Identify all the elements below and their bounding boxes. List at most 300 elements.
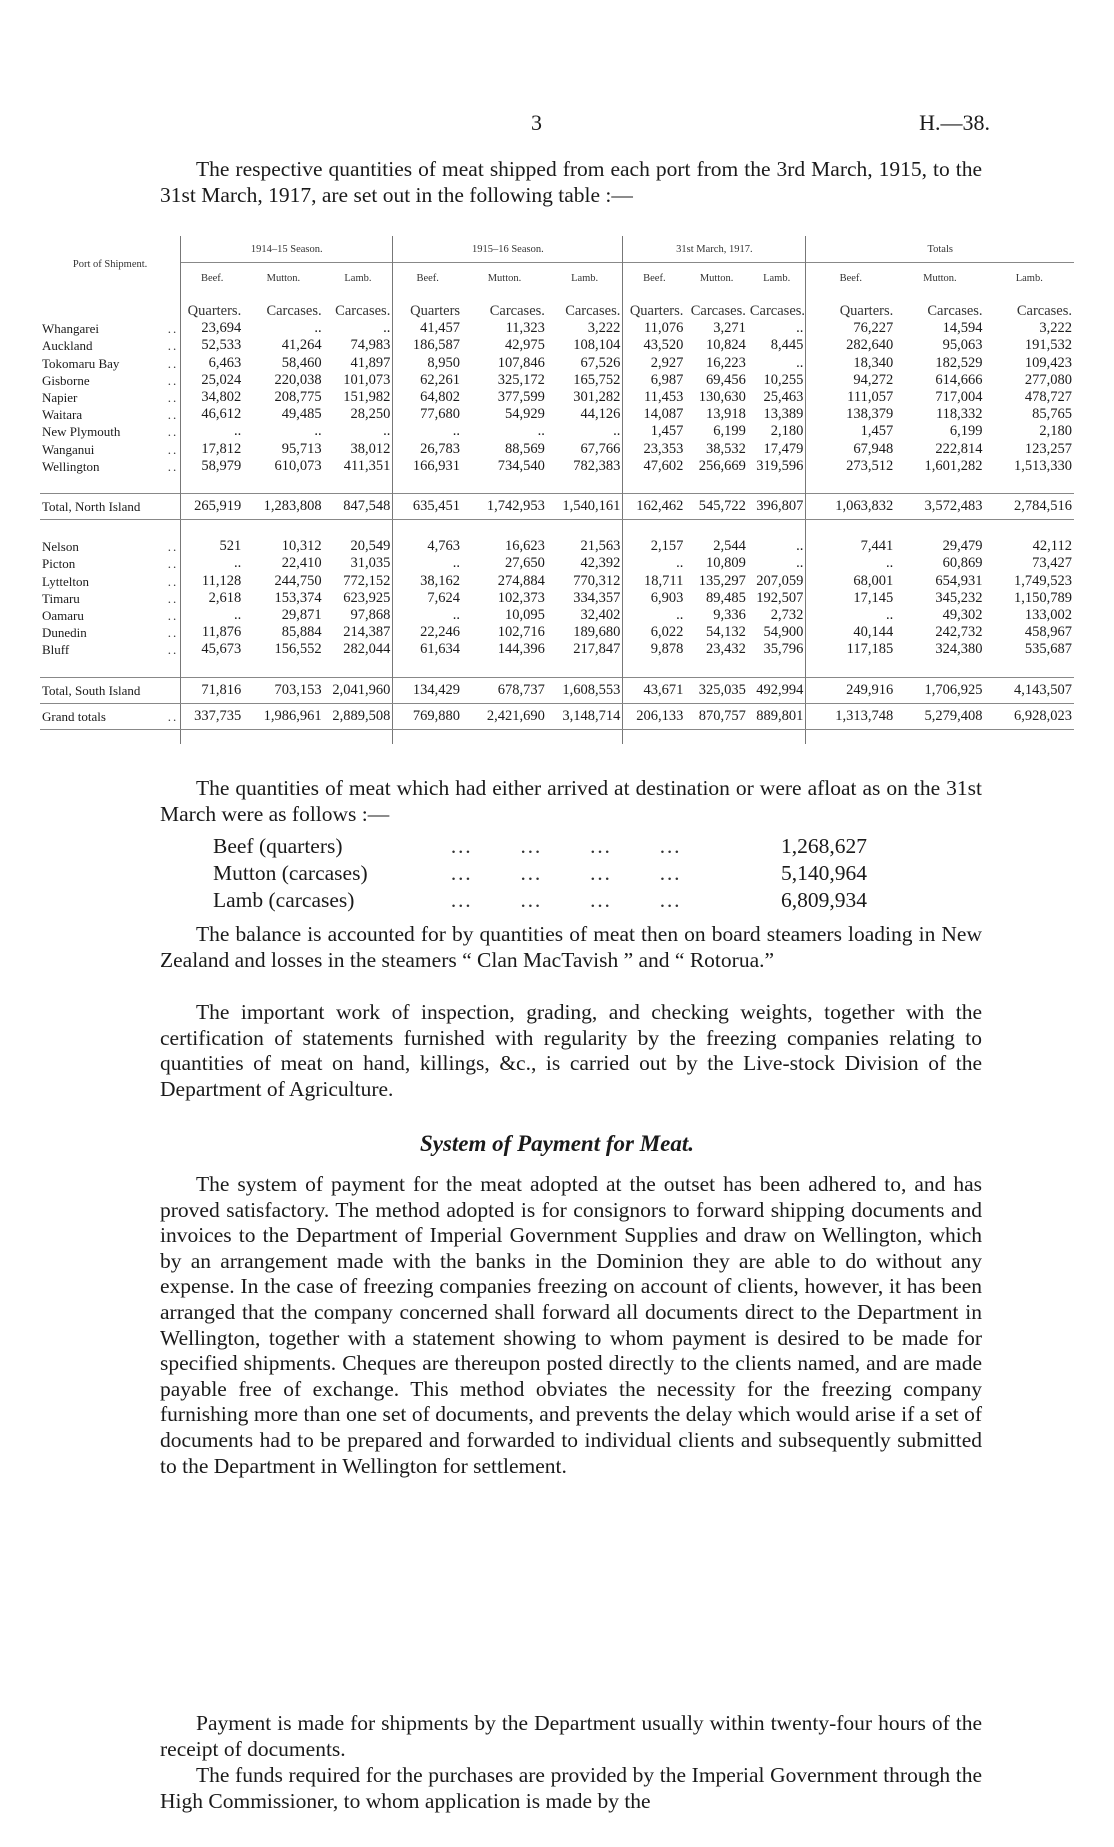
table-cell: 102,716 bbox=[497, 624, 545, 641]
table-cell: 85,884 bbox=[281, 624, 322, 641]
table-cell: 49,302 bbox=[942, 607, 983, 624]
table-cell: 770,312 bbox=[547, 573, 623, 590]
table-row bbox=[40, 624, 1074, 641]
unit-label: Quarters. bbox=[187, 303, 242, 319]
table-cell: 256,669 bbox=[698, 457, 746, 474]
table-cell: 396,807 bbox=[748, 494, 806, 520]
table-cell: 34,802 bbox=[201, 389, 242, 406]
dot-leader: .. bbox=[167, 625, 179, 641]
table-cell: 88,569 bbox=[505, 440, 545, 457]
column-subheader: Lamb. bbox=[748, 263, 806, 294]
table-cell: 165,752 bbox=[547, 372, 623, 389]
table-cell: 14,594 bbox=[942, 320, 983, 337]
column-subheader: Beef. bbox=[181, 263, 244, 294]
table-row bbox=[40, 641, 1074, 658]
total-row bbox=[40, 703, 1074, 729]
table-cell: 68,001 bbox=[853, 572, 894, 589]
unit-label: Quarters bbox=[410, 303, 461, 319]
table-cell: 8,445 bbox=[748, 337, 806, 354]
table-cell: 156,552 bbox=[274, 641, 322, 658]
document-reference: H.—38. bbox=[919, 110, 990, 135]
dot-leader: … … … … bbox=[450, 888, 689, 912]
table-cell: .. bbox=[314, 320, 322, 337]
column-subheader: Lamb. bbox=[324, 263, 393, 294]
table-cell: 1,313,748 bbox=[806, 703, 895, 729]
table-cell: 610,073 bbox=[274, 457, 322, 474]
unit-label: Carcases. bbox=[927, 303, 983, 319]
table-cell: 45,673 bbox=[201, 641, 242, 658]
table-cell: 769,880 bbox=[393, 703, 462, 729]
table-cell: 27,650 bbox=[505, 555, 545, 572]
table-cell: 8,950 bbox=[427, 354, 461, 371]
dot-leader: .. bbox=[167, 355, 179, 371]
table-cell: 62,261 bbox=[420, 371, 461, 388]
port-name bbox=[40, 538, 181, 555]
summary-row-beef bbox=[213, 834, 913, 861]
dot-leader: .. bbox=[167, 372, 179, 388]
table-cell: 47,602 bbox=[643, 457, 684, 474]
table-cell: 2,889,508 bbox=[324, 703, 393, 729]
table-cell: 28,250 bbox=[324, 406, 393, 423]
table-cell: 217,847 bbox=[547, 641, 623, 658]
table-cell: 6,987 bbox=[650, 371, 684, 388]
table-cell: 10,255 bbox=[748, 372, 806, 389]
table-cell: 2,544 bbox=[713, 538, 746, 555]
table-cell: 162,462 bbox=[623, 494, 686, 520]
table-cell: 134,429 bbox=[393, 677, 462, 703]
table-cell: 277,080 bbox=[1024, 371, 1072, 388]
table-cell: 23,432 bbox=[706, 641, 746, 658]
column-subheader: Mutton. bbox=[243, 263, 323, 294]
table-cell: 6,199 bbox=[713, 423, 746, 440]
table-cell: 458,967 bbox=[1024, 624, 1072, 641]
table-cell: 144,396 bbox=[497, 641, 545, 658]
group-header-1917: 31st March, 1917. bbox=[623, 236, 806, 263]
table-row bbox=[40, 406, 1074, 423]
table-cell: 2,180 bbox=[748, 423, 806, 440]
table-cell: 42,112 bbox=[1032, 538, 1072, 555]
port-name bbox=[40, 590, 181, 607]
column-subheader: Beef. bbox=[806, 263, 895, 294]
units-row bbox=[40, 293, 1074, 320]
table-cell: 41,897 bbox=[324, 355, 393, 372]
table-row bbox=[40, 372, 1074, 389]
table-cell: 133,002 bbox=[1024, 607, 1072, 624]
port-name bbox=[40, 320, 181, 337]
table-cell: 623,925 bbox=[324, 590, 393, 607]
meat-shipment-table bbox=[40, 236, 1074, 744]
port-label: Lyttelton bbox=[42, 573, 89, 589]
table-cell: 109,423 bbox=[1024, 354, 1072, 371]
summary-row-lamb bbox=[213, 888, 913, 915]
table-row bbox=[40, 337, 1074, 354]
table-cell: 411,351 bbox=[324, 458, 393, 475]
summary-value: 1,268,627 bbox=[781, 834, 867, 858]
table-cell: 478,727 bbox=[1024, 389, 1072, 406]
table-cell: 25,024 bbox=[201, 371, 242, 388]
table-cell: 4,143,507 bbox=[985, 677, 1074, 703]
table-cell: 95,713 bbox=[281, 440, 322, 457]
table-cell: 18,340 bbox=[853, 354, 894, 371]
table-cell: .. bbox=[748, 538, 806, 555]
table-row bbox=[40, 573, 1074, 590]
port-label: Tokomaru Bay bbox=[42, 355, 120, 371]
table-cell: 242,732 bbox=[935, 624, 983, 641]
table-cell: 703,153 bbox=[243, 677, 323, 703]
port-column-header: Port of Shipment. bbox=[40, 236, 181, 293]
table-cell: 11,876 bbox=[201, 624, 242, 641]
table-cell: 46,612 bbox=[201, 406, 242, 423]
port-name bbox=[40, 423, 181, 440]
table-cell: 214,387 bbox=[324, 624, 393, 641]
table-cell: 14,087 bbox=[643, 406, 684, 423]
table-cell: 17,812 bbox=[201, 440, 242, 457]
table-cell: 54,132 bbox=[706, 624, 746, 641]
table-row bbox=[40, 389, 1074, 406]
table-cell: 20,549 bbox=[324, 538, 393, 555]
table-cell: 73,427 bbox=[1032, 555, 1072, 572]
port-name bbox=[40, 389, 181, 406]
table-cell: 16,623 bbox=[505, 538, 545, 555]
table-cell: 678,737 bbox=[462, 677, 547, 703]
group-header-1914-15: 1914–15 Season. bbox=[181, 236, 393, 263]
table-cell: 118,332 bbox=[935, 406, 983, 423]
table-cell: 182,529 bbox=[935, 354, 983, 371]
table-cell: 17,479 bbox=[748, 441, 806, 458]
table-cell: 1,540,161 bbox=[547, 494, 623, 520]
table-cell: 22,246 bbox=[420, 624, 461, 641]
port-label: Wanganui bbox=[42, 441, 95, 457]
column-subheader: Mutton. bbox=[462, 263, 547, 294]
table-cell: 6,463 bbox=[208, 354, 242, 371]
table-cell: 2,041,960 bbox=[324, 677, 393, 703]
balance-paragraph: The balance is accounted for by quantities of meat then on board steamers loading in New Zealand and losses in the steamers “ Clan MacTavish ” and “ Rotorua.” bbox=[160, 922, 982, 972]
port-label: Whangarei bbox=[42, 321, 100, 337]
table-cell: 108,104 bbox=[547, 337, 623, 354]
dot-leader: .. bbox=[167, 458, 179, 474]
table-cell: 166,931 bbox=[412, 457, 461, 474]
intro-paragraph: The respective quantities of meat shipped from each port from the 3rd March, 1915, to the 31st March, 1917, are set out in the following table :— bbox=[160, 157, 982, 207]
table-cell: 97,868 bbox=[324, 607, 393, 624]
table-cell: 60,869 bbox=[942, 555, 983, 572]
table-cell: 377,599 bbox=[497, 389, 545, 406]
table-cell: 130,630 bbox=[698, 389, 746, 406]
table-cell: 1,706,925 bbox=[895, 677, 984, 703]
table-cell: 2,927 bbox=[650, 354, 684, 371]
table-cell: 10,824 bbox=[706, 337, 746, 354]
dot-leader: .. bbox=[167, 424, 179, 440]
table-cell: 191,532 bbox=[1024, 337, 1072, 354]
table-cell: 107,846 bbox=[497, 354, 545, 371]
table-cell: 274,884 bbox=[497, 572, 545, 589]
table-cell: .. bbox=[233, 607, 242, 624]
table-cell: 13,389 bbox=[748, 406, 806, 423]
table-cell: 11,453 bbox=[644, 389, 684, 406]
table-cell: 1,150,789 bbox=[1014, 589, 1072, 606]
table-cell: 535,687 bbox=[1024, 641, 1072, 658]
table-cell: 11,323 bbox=[505, 320, 545, 337]
port-name bbox=[40, 555, 181, 572]
dot-leader: .. bbox=[167, 338, 179, 354]
table-cell: .. bbox=[748, 320, 806, 337]
table-cell: 324,380 bbox=[935, 641, 983, 658]
table-cell: 25,463 bbox=[748, 389, 806, 406]
summary-label: Lamb (carcases) bbox=[213, 888, 355, 912]
table-cell: 1,457 bbox=[650, 423, 684, 440]
dot-leader: .. bbox=[167, 573, 179, 589]
table-cell: 71,816 bbox=[181, 677, 244, 703]
unit-label: Carcases. bbox=[324, 293, 393, 320]
payment-paragraph-2: Payment is made for shipments by the Department usually within twenty-four hours of the receipt of documents. bbox=[160, 1711, 982, 1761]
table-cell: 101,073 bbox=[324, 372, 393, 389]
unit-label: Carcases. bbox=[1016, 303, 1072, 319]
table-cell: 74,983 bbox=[324, 337, 393, 354]
table-cell: .. bbox=[748, 555, 806, 572]
table-cell: 35,796 bbox=[748, 641, 806, 658]
table-cell: 301,282 bbox=[547, 389, 623, 406]
table-cell: 95,063 bbox=[942, 337, 983, 354]
summary-label: Beef (quarters) bbox=[213, 834, 343, 858]
table-cell: 38,532 bbox=[706, 440, 746, 457]
table-cell: 7,441 bbox=[860, 538, 894, 555]
table-cell: 1,742,953 bbox=[462, 494, 547, 520]
unit-label: Carcases. bbox=[266, 303, 322, 319]
table-cell: 94,272 bbox=[853, 371, 894, 388]
dot-leader: .. bbox=[167, 407, 179, 423]
table-cell: 43,671 bbox=[623, 677, 686, 703]
table-cell: 23,353 bbox=[643, 440, 684, 457]
table-cell: 69,456 bbox=[706, 371, 746, 388]
table-cell: 21,563 bbox=[547, 538, 623, 555]
table-cell: 635,451 bbox=[393, 494, 462, 520]
table-cell: 41,264 bbox=[281, 337, 322, 354]
table-cell: 77,680 bbox=[420, 406, 461, 423]
table-cell: 3,222 bbox=[1039, 320, 1072, 337]
port-name bbox=[40, 494, 181, 520]
table-cell: 282,044 bbox=[324, 641, 393, 658]
arrival-paragraph: The quantities of meat which had either arrived at destination or were afloat as on the 31st March were as follows :— bbox=[160, 776, 982, 826]
table-cell: 67,948 bbox=[853, 440, 894, 457]
subheader-row bbox=[40, 263, 1074, 294]
port-name bbox=[40, 441, 181, 458]
table-cell: 102,373 bbox=[497, 589, 545, 606]
table-cell: 207,059 bbox=[748, 573, 806, 590]
table-cell: 17,145 bbox=[853, 589, 894, 606]
table-cell: 13,918 bbox=[706, 406, 746, 423]
table-cell: 29,871 bbox=[281, 607, 322, 624]
table-cell: 1,063,832 bbox=[806, 494, 895, 520]
port-label: Wellington bbox=[42, 458, 100, 474]
table-cell: 58,460 bbox=[281, 354, 322, 371]
table-cell: 206,133 bbox=[623, 703, 686, 729]
spacer-row bbox=[40, 659, 1074, 678]
port-label: Dunedin bbox=[42, 625, 87, 641]
unit-label: Quarters. bbox=[629, 303, 684, 319]
table-cell: 545,722 bbox=[685, 494, 748, 520]
port-label: Waitara bbox=[42, 407, 83, 423]
table-cell: 492,994 bbox=[748, 677, 806, 703]
table-cell: 282,640 bbox=[846, 337, 894, 354]
table-cell: 22,410 bbox=[281, 555, 322, 572]
dot-leader: .. bbox=[167, 539, 179, 555]
table-cell: 1,986,961 bbox=[243, 703, 323, 729]
table-cell: 38,162 bbox=[420, 572, 461, 589]
table-row bbox=[40, 538, 1074, 555]
page-header bbox=[0, 110, 1114, 140]
table-cell: 847,548 bbox=[324, 494, 393, 520]
page-number: 3 bbox=[531, 110, 542, 135]
table-cell: 1,457 bbox=[860, 423, 894, 440]
table-cell: 3,148,714 bbox=[547, 703, 623, 729]
table-cell: 151,982 bbox=[324, 389, 393, 406]
table-cell: 11,128 bbox=[201, 572, 242, 589]
table-cell: 334,357 bbox=[547, 590, 623, 607]
table-cell: 889,801 bbox=[748, 703, 806, 729]
table-cell: 10,809 bbox=[706, 555, 746, 572]
table-cell: .. bbox=[233, 423, 242, 440]
table-cell: 16,223 bbox=[706, 354, 746, 371]
table-cell: 5,279,408 bbox=[895, 703, 984, 729]
table-cell: 49,485 bbox=[281, 406, 322, 423]
table-cell: 7,624 bbox=[427, 589, 461, 606]
port-label: Timaru bbox=[42, 590, 80, 606]
table-cell: 208,775 bbox=[274, 389, 322, 406]
port-name bbox=[40, 703, 181, 729]
table-cell: 2,180 bbox=[1039, 423, 1072, 440]
dot-leader: .. bbox=[167, 590, 179, 606]
table-cell: 1,601,282 bbox=[924, 457, 983, 474]
table-cell: 2,421,690 bbox=[462, 703, 547, 729]
port-name bbox=[40, 641, 181, 658]
table-cell: .. bbox=[324, 423, 393, 440]
table-cell: 273,512 bbox=[846, 457, 894, 474]
table-cell: 67,766 bbox=[547, 441, 623, 458]
table-row bbox=[40, 555, 1074, 572]
table-cell: 3,222 bbox=[547, 320, 623, 337]
payment-paragraph-1: The system of payment for the meat adopted at the outset has been adhered to, and has proved satisfactory. The method adopted is for consignors to forward shipping documents and invoices to the Department of Imperial Government Supplies and draw on Wellington, which by an arrangement made with the banks in the Dominion they are able to do without any expense. In the case of freezing companies freezing on account of clients, however, it has been arranged that the company concerned shall forward all documents direct to the Department in Wellington, together with a statement showing to whom payment is desired to be made for specified shipments. Cheques are thereupon posted directly to the clients named, and are made payable free of exchange. This method obviates the necessity for the freezing company furnishing more than one set of documents, and prevents the delay which would arise if a set of documents had to be prepared and forwarded to individual clients and subsequently submitted to the Department in Wellington for settlement. bbox=[160, 1172, 982, 1478]
dot-leader: .. bbox=[167, 608, 179, 624]
arrival-summary bbox=[213, 834, 913, 915]
port-name bbox=[40, 607, 181, 624]
payment-paragraph-3: The funds required for the purchases are provided by the Imperial Government through the High Commissioner, to whom application is made by the bbox=[160, 1763, 982, 1813]
table-cell: 1,283,808 bbox=[243, 494, 323, 520]
table-cell: 32,402 bbox=[547, 607, 623, 624]
table-cell: 189,680 bbox=[547, 624, 623, 641]
table-row bbox=[40, 441, 1074, 458]
table-cell: 76,227 bbox=[853, 320, 894, 337]
table-cell: 325,035 bbox=[685, 677, 748, 703]
table-cell: 521 bbox=[219, 538, 242, 555]
table-cell: .. bbox=[452, 423, 461, 440]
table-cell: 9,878 bbox=[650, 641, 684, 658]
table-cell: 614,666 bbox=[935, 371, 983, 388]
table-cell: 58,979 bbox=[201, 457, 242, 474]
table-row bbox=[40, 355, 1074, 372]
column-subheader: Lamb. bbox=[985, 263, 1074, 294]
table-cell: 6,903 bbox=[650, 589, 684, 606]
port-label: Oamaru bbox=[42, 608, 84, 624]
table-cell: 26,783 bbox=[420, 440, 461, 457]
unit-label: Carcases. bbox=[748, 293, 806, 320]
table-cell: 23,694 bbox=[201, 320, 242, 337]
table-cell: 6,022 bbox=[650, 624, 684, 641]
table-cell: .. bbox=[452, 555, 461, 572]
column-subheader: Mutton. bbox=[685, 263, 748, 294]
inspection-paragraph: The important work of inspection, grading, and checking weights, together with the certification of statements furnished with regularity by the freezing companies relating to quantities of meat on hand, killings, &c., is carried out by the Live-stock Division of the Department of Agriculture. bbox=[160, 1000, 982, 1101]
dot-leader: .. bbox=[167, 441, 179, 457]
port-name bbox=[40, 573, 181, 590]
group-header-totals: Totals bbox=[927, 243, 953, 255]
table-row bbox=[40, 320, 1074, 337]
table-cell: 61,634 bbox=[420, 641, 461, 658]
table-cell: .. bbox=[233, 555, 242, 572]
table-cell: 1,749,523 bbox=[1014, 572, 1072, 589]
spacer-row bbox=[40, 475, 1074, 494]
total-row bbox=[40, 494, 1074, 520]
table-cell: .. bbox=[452, 607, 461, 624]
dot-leader: .. bbox=[167, 556, 179, 572]
table-cell: 244,750 bbox=[274, 572, 322, 589]
table-cell: 117,185 bbox=[846, 641, 894, 658]
port-name bbox=[40, 337, 181, 354]
table-row bbox=[40, 590, 1074, 607]
table-cell: 135,297 bbox=[698, 572, 746, 589]
table-row bbox=[40, 607, 1074, 624]
table-cell: 345,232 bbox=[935, 589, 983, 606]
column-subheader: Lamb. bbox=[547, 263, 623, 294]
port-name bbox=[40, 624, 181, 641]
table-cell: 153,374 bbox=[274, 589, 322, 606]
table-cell: 41,457 bbox=[420, 320, 461, 337]
table-cell: .. bbox=[885, 555, 894, 572]
table-cell: 337,735 bbox=[181, 703, 244, 729]
table-cell: .. bbox=[537, 423, 545, 440]
port-label: Auckland bbox=[42, 338, 93, 354]
port-label: Bluff bbox=[42, 642, 70, 658]
port-name bbox=[40, 355, 181, 372]
unit-label: Carcases. bbox=[690, 303, 746, 319]
table-cell: 325,172 bbox=[497, 371, 545, 388]
table-cell: 6,199 bbox=[949, 423, 983, 440]
column-subheader: Mutton. bbox=[895, 263, 984, 294]
group-header-1915-16: 1915–16 Season. bbox=[393, 236, 623, 263]
table-cell: 89,485 bbox=[706, 589, 746, 606]
table-cell: 186,587 bbox=[412, 337, 461, 354]
port-name bbox=[40, 458, 181, 475]
dot-leader: … … … … bbox=[450, 861, 689, 885]
total-row bbox=[40, 677, 1074, 703]
dot-leader: .. bbox=[167, 390, 179, 406]
table-cell: 3,271 bbox=[713, 320, 746, 337]
table-cell: 6,928,023 bbox=[985, 703, 1074, 729]
table-cell: 111,057 bbox=[847, 389, 894, 406]
table-cell: 192,507 bbox=[748, 590, 806, 607]
column-subheader: Beef. bbox=[393, 263, 462, 294]
summary-row-mutton bbox=[213, 861, 913, 888]
table-cell: 64,802 bbox=[420, 389, 461, 406]
table-cell: 222,814 bbox=[935, 440, 983, 457]
table-cell: .. bbox=[885, 607, 894, 624]
table-cell: 42,392 bbox=[547, 555, 623, 572]
table-cell: 67,526 bbox=[547, 355, 623, 372]
table-cell: 654,931 bbox=[935, 572, 983, 589]
table-cell: 10,312 bbox=[281, 538, 322, 555]
table-body bbox=[40, 293, 1074, 744]
port-label: Gisborne bbox=[42, 372, 90, 388]
table-cell: 38,012 bbox=[324, 441, 393, 458]
table-cell: 772,152 bbox=[324, 573, 393, 590]
summary-label: Mutton (carcases) bbox=[213, 861, 368, 885]
